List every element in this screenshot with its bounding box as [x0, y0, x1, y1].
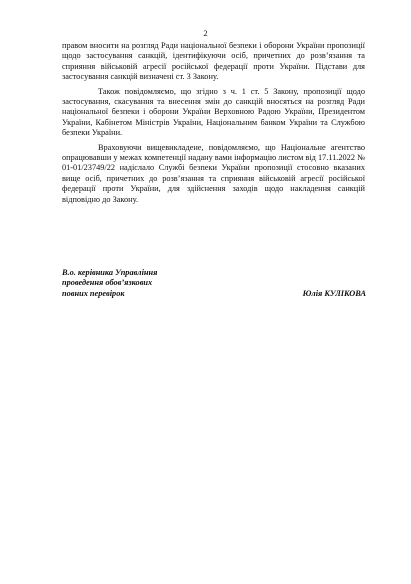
letter-body — [62, 41, 365, 209]
signature-block — [62, 268, 366, 299]
signer-position-line-3: повних перевірок — [62, 288, 125, 298]
signer-name: Юлія КУЛІКОВА — [302, 288, 366, 298]
signer-position-line-2: проведення обов’язкових — [62, 278, 153, 288]
signer-position-line-1: В.о. керівника Управління — [62, 268, 158, 277]
paragraph-sanctions-right: правом вносити на розгляд Ради національної безпеки і оборони України пропозиції щодо застосування санкцій, ідентифікуючи осіб, причетних до розв’язання та сприяння військовій агресії російської федерації проти України. Підстави для застосування санкцій визначені ст. 3 Закону. — [62, 41, 365, 82]
page-number: 2 — [203, 28, 208, 38]
paragraph-sanctions-procedure: Також повідомляємо, що згідно з ч. 1 ст. 5 Закону, пропозиції щодо застосування, скасування та внесення змін до санкцій вносяться на розгляд Ради національної безпеки і оборони України Верховною Радою України, Президентом України, Кабінетом Міністрів України, Національним банком України та Службою безпеки України. — [62, 86, 365, 138]
paragraph-agency-action: Враховуючи вищевикладене, повідомляємо, що Національне агентство опрацювавши у межах компетенції надану вами інформацію листом від 17.11.2022 № 01-01/23749/22 надіслало Службі безпеки України пропозиції стосовно вказаних вище осіб, причетних до розв’язання та сприяння військовій агресії російської федерації проти України, для здійснення заходів щодо накладення санкцій відповідно до Закону. — [62, 142, 365, 204]
